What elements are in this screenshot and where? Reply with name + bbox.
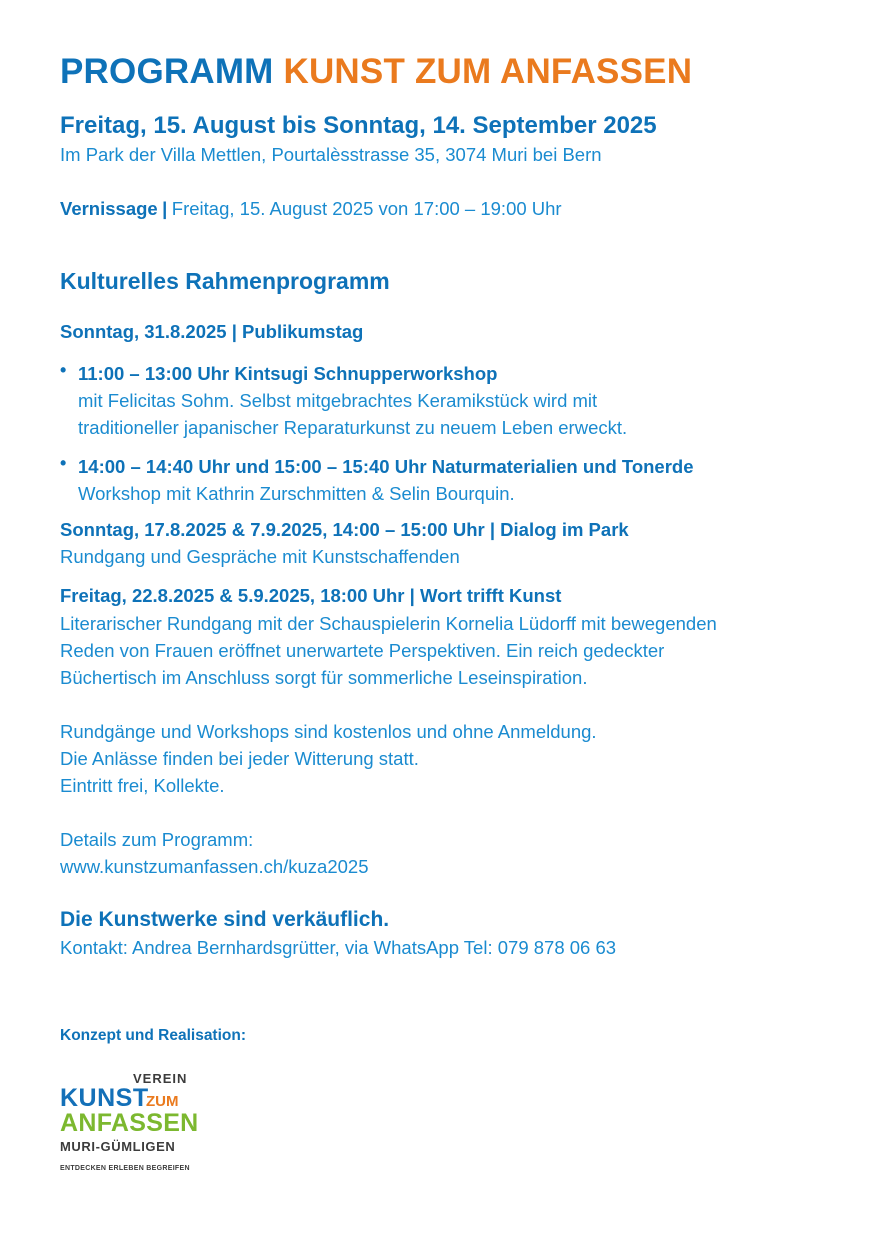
logo-zum: ZUM	[146, 1093, 179, 1110]
vernissage-text: Freitag, 15. August 2025 von 17:00 – 19:00 Uhr	[171, 198, 562, 219]
info-line: Rundgänge und Workshops sind kostenlos und ohne Anmeldung.	[60, 721, 597, 742]
wort-description-line: Literarischer Rundgang mit der Schauspielerin Kornelia Lüdorff mit bewegenden	[60, 613, 717, 634]
bullet-icon: •	[60, 360, 67, 380]
info-block	[60, 718, 597, 799]
logo-verein: VEREIN	[133, 1071, 188, 1086]
info-line: Die Anlässe finden bei jeder Witterung statt.	[60, 748, 419, 769]
wort-description	[60, 610, 717, 691]
list-item	[60, 453, 840, 507]
workshop-title: 14:00 – 14:40 Uhr und 15:00 – 15:40 Uhr Naturmaterialien und Tonerde	[78, 456, 694, 477]
details-link[interactable]: www.kunstzumanfassen.ch/kuza2025	[60, 856, 369, 877]
logo-place: MURI-GÜMLIGEN	[60, 1139, 176, 1154]
workshop-description-line: Workshop mit Kathrin Zurschmitten & Selin Bourquin.	[78, 483, 515, 504]
list-item	[60, 360, 840, 441]
page-title	[60, 52, 692, 92]
dialog-heading: Sonntag, 17.8.2025 & 7.9.2025, 14:00 – 15:00 Uhr | Dialog im Park	[60, 519, 629, 540]
workshop-description-line: mit Felicitas Sohm. Selbst mitgebrachtes Keramikstück wird mit	[78, 390, 598, 411]
vernissage-line	[60, 198, 562, 220]
credit-label: Konzept und Realisation:	[60, 1027, 246, 1044]
title-part-program: PROGRAMM	[60, 52, 274, 91]
logo-anfassen: ANFASSEN	[60, 1109, 199, 1137]
workshop-title: 11:00 – 13:00 Uhr Kintsugi Schnupperworkshop	[78, 363, 498, 384]
publikumstag-heading: Sonntag, 31.8.2025 | Publikumstag	[60, 321, 364, 342]
sale-heading: Die Kunstwerke sind verkäuflich.	[60, 908, 390, 931]
details-block	[60, 826, 369, 880]
program-section-title: Kulturelles Rahmenprogramm	[60, 268, 390, 294]
event-location: Im Park der Villa Mettlen, Pourtalèsstrasse 35, 3074 Muri bei Bern	[60, 144, 602, 165]
event-dates: Freitag, 15. August bis Sonntag, 14. September 2025	[60, 112, 657, 139]
kunst-zum-anfassen-logo	[60, 1068, 200, 1180]
dialog-text: Rundgang und Gespräche mit Kunstschaffenden	[60, 546, 460, 567]
bullet-icon: •	[60, 453, 67, 473]
logo-tagline: ENTDECKEN ERLEBEN BEGREIFEN	[60, 1165, 190, 1172]
workshop-description-line: traditioneller japanischer Reparaturkunst zu neuem Leben erweckt.	[78, 417, 628, 438]
logo-kunst: KUNST	[60, 1084, 149, 1112]
sale-contact: Kontakt: Andrea Bernhardsgrütter, via WhatsApp Tel: 079 878 06 63	[60, 937, 617, 958]
info-line: Eintritt frei, Kollekte.	[60, 775, 225, 796]
title-part-kunst: KUNST ZUM ANFASSEN	[283, 52, 693, 91]
wort-description-line: Reden von Frauen eröffnet unerwartete Perspektiven. Ein reich gedeckter	[60, 640, 665, 661]
wort-heading: Freitag, 22.8.2025 & 5.9.2025, 18:00 Uhr | Wort trifft Kunst	[60, 585, 562, 606]
wort-description-line: Büchertisch im Anschluss sorgt für sommerliche Leseinspiration.	[60, 667, 588, 688]
vernissage-label: Vernissage	[60, 198, 158, 219]
vernissage-separator: |	[162, 198, 168, 219]
details-label: Details zum Programm:	[60, 829, 254, 850]
